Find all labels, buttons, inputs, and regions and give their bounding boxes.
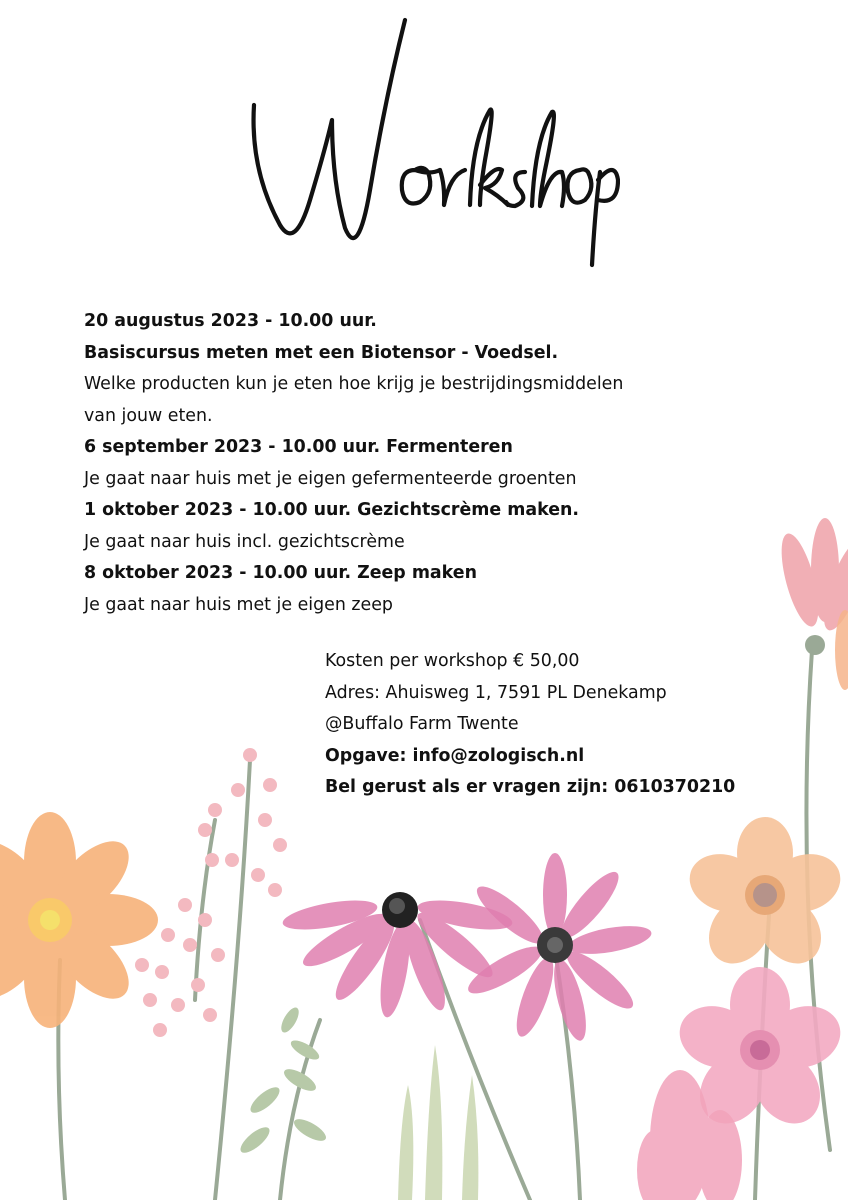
event-date-line: 8 oktober 2023 - 10.00 uur. Zeep maken	[84, 563, 477, 583]
event-description: Je gaat naar huis incl. gezichtscrème	[84, 531, 405, 552]
pink-plume-flower	[637, 1070, 742, 1200]
workshop-info	[325, 646, 825, 804]
event-description: van jouw eten.	[84, 405, 213, 426]
venue-text: @Buffalo Farm Twente	[325, 714, 519, 734]
fern-leaves	[237, 1005, 329, 1157]
event-date-line: 1 oktober 2023 - 10.00 uur. Gezichtscrème maken.	[84, 500, 580, 520]
event-description: Je gaat naar huis met je eigen zeep	[84, 594, 393, 615]
signup-email: Opgave: info@zologisch.nl	[325, 745, 585, 766]
event-date-line: 6 september 2023 - 10.00 uur. Fermenteren	[84, 437, 513, 457]
phone-contact: Bel gerust als er vragen zijn: 0610370210	[325, 777, 736, 797]
peach-flower-right	[682, 817, 848, 976]
workshop-schedule	[84, 306, 784, 621]
peach-bud-right-edge	[835, 610, 848, 690]
small-pink-blossoms	[135, 748, 287, 1037]
address-text: Adres: Ahuisweg 1, 7591 PL Denekamp	[325, 682, 667, 703]
pink-coneflower-right	[463, 853, 654, 1044]
workshop-script-lettering	[240, 10, 620, 270]
orange-flower-left	[0, 812, 158, 1028]
event-description: Welke producten kun je eten hoe krijg je bestrijdingsmiddelen	[84, 374, 624, 394]
event-description: Je gaat naar huis met je eigen gefermenteerde groenten	[84, 468, 577, 489]
event-name: Basiscursus meten met een Biotensor - Voedsel.	[84, 342, 559, 363]
event-date-line: 20 augustus 2023 - 10.00 uur.	[84, 311, 377, 331]
page-title	[240, 10, 620, 270]
cost-text: Kosten per workshop € 50,00	[325, 651, 580, 671]
event-3	[84, 495, 784, 558]
event-4	[84, 558, 784, 621]
event-1	[84, 306, 784, 432]
light-pink-flower-right	[672, 967, 848, 1136]
grass-blades	[398, 1045, 478, 1200]
event-2	[84, 432, 784, 495]
pink-coneflower-left	[281, 892, 515, 1019]
pink-tulip-right-edge	[774, 518, 848, 655]
